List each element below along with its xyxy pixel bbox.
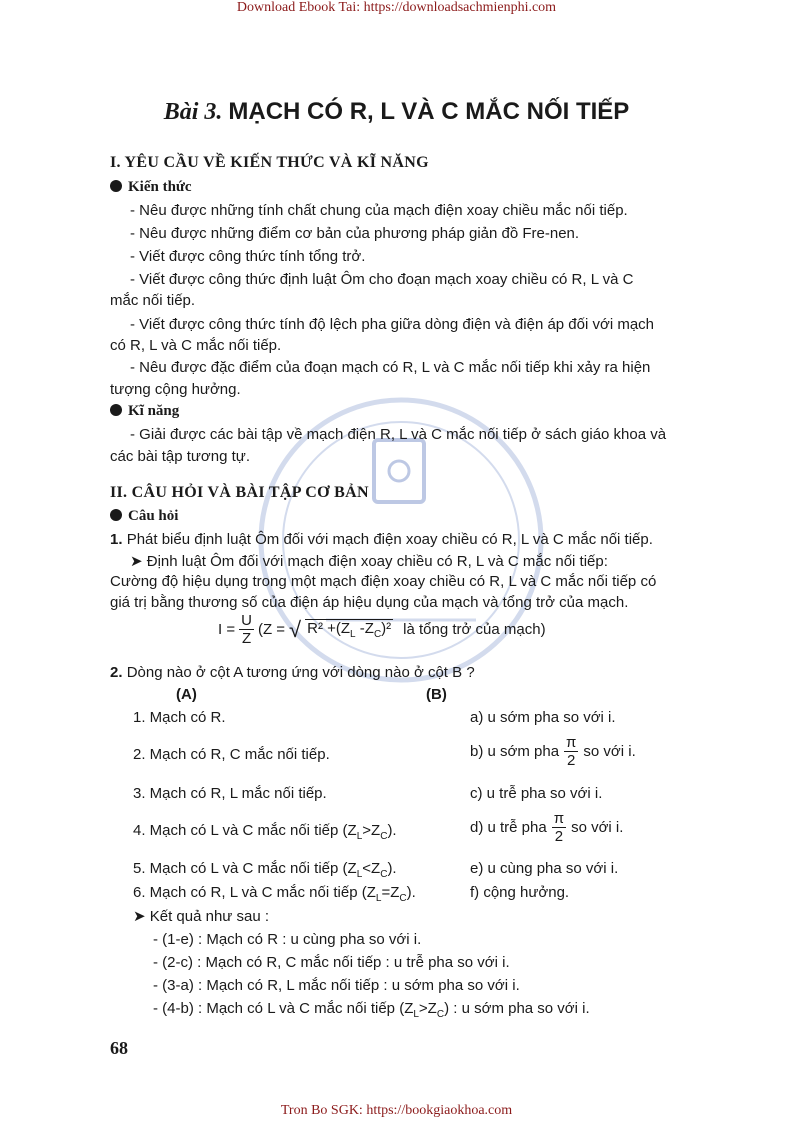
section-1-heading: I. YÊU CẦU VỀ KIẾN THỨC VÀ KĨ NĂNG — [110, 154, 429, 171]
result-line: - (1-e) : Mạch có R : u cùng pha so với i. — [153, 931, 422, 948]
column-b-item: f) cộng hưởng. — [470, 884, 570, 901]
result-text: ) : u sớm pha so với i. — [444, 1000, 590, 1017]
knowledge-line: - Nêu được đặc điểm của đoạn mạch có R, L và C mắc nối tiếp khi xảy ra hiện — [130, 359, 651, 376]
results-heading-text: Kết quả như sau : — [149, 908, 270, 925]
sub-l: L — [356, 831, 363, 842]
sub-c: C — [373, 629, 382, 640]
knowledge-line: - Viết được công thức định luật Ôm cho đoạn mạch xoay chiều có R, L và C — [130, 271, 634, 288]
a-text: 6. Mạch có R, L và C mắc nối tiếp (Z — [133, 884, 376, 901]
arrow-bullet-icon: ➤ — [130, 553, 147, 570]
column-a-item — [133, 822, 397, 842]
results-heading — [133, 907, 269, 925]
questions-heading-text: Câu hỏi — [128, 508, 179, 524]
fraction-numerator: U — [241, 612, 252, 629]
knowledge-heading — [110, 179, 192, 196]
question-2-number: 2. — [110, 664, 123, 681]
skills-line: các bài tập tương tự. — [110, 448, 250, 465]
column-b-item: e) u cùng pha so với i. — [470, 860, 619, 877]
skills-line: - Giải được các bài tập về mạch điện R, L và C mắc nối tiếp ở sách giáo khoa và — [130, 426, 667, 443]
b-text: d) u trễ pha — [470, 819, 547, 836]
fraction-numerator: π — [553, 810, 565, 827]
sub-l: L — [350, 629, 356, 640]
column-a-item — [133, 884, 416, 904]
sub-c: C — [380, 831, 388, 842]
section-2-heading: II. CÂU HỎI VÀ BÀI TẬP CƠ BẢN — [110, 484, 369, 501]
formula-tail: là tổng trở của mạch) — [403, 621, 546, 638]
result-line — [153, 1000, 590, 1020]
bullet-icon — [110, 509, 122, 521]
b-text: so với i. — [571, 819, 624, 836]
sub-c: C — [399, 893, 407, 904]
a-text: >Z — [362, 822, 381, 839]
footer-sgk-note[interactable]: Tron Bo SGK: https://bookgiaokhoa.com — [280, 1103, 513, 1118]
knowledge-line: mắc nối tiếp. — [110, 292, 196, 309]
formula-radicand — [305, 619, 393, 640]
lesson-title-text: MẠCH CÓ R, L VÀ C MẮC NỐI TIẾP — [228, 98, 630, 125]
a-text: <Z — [362, 860, 381, 877]
pi-over-2-fraction — [552, 810, 566, 845]
column-a-heading: (A) — [176, 686, 197, 703]
answer-line: giá trị bằng thương số của điện áp hiệu dụng của mạch và tổng trở của mạch. — [110, 594, 629, 611]
lesson-title — [0, 98, 793, 126]
result-text: - (4-b) : Mạch có L và C mắc nối tiếp (Z — [153, 1000, 414, 1017]
knowledge-heading-text: Kiến thức — [128, 179, 192, 195]
fraction-numerator: π — [566, 734, 577, 751]
sqrt-icon: √ — [289, 616, 302, 642]
fraction-denominator: Z — [241, 630, 252, 647]
sub-c: C — [436, 1009, 445, 1020]
pi-over-2-fraction — [564, 734, 578, 769]
ohm-formula — [218, 612, 546, 647]
knowledge-line: - Nêu được những điểm cơ bản của phương pháp giản đồ Fre-nen. — [130, 225, 580, 242]
bullet-icon — [110, 404, 122, 416]
knowledge-line: - Viết được công thức tính độ lệch pha giữa dòng điện và điện áp đối với mạch — [130, 316, 655, 333]
a-text: 4. Mạch có L và C mắc nối tiếp (Z — [133, 822, 357, 839]
formula-lhs: I = — [218, 621, 236, 638]
sub-l: L — [375, 893, 382, 904]
knowledge-line: - Nêu được những tính chất chung của mạch điện xoay chiều mắc nối tiếp. — [130, 202, 628, 219]
fraction-denominator: 2 — [567, 752, 576, 769]
header-download-note[interactable]: Download Ebook Tai: https://downloadsachmienphi.com — [236, 0, 557, 15]
b-text: b) u sớm pha — [470, 743, 560, 760]
skills-heading-text: Kĩ năng — [128, 403, 180, 419]
questions-heading — [110, 508, 178, 525]
knowledge-line: - Viết được công thức tính tổng trở. — [130, 248, 366, 265]
column-b-heading: (B) — [426, 686, 447, 703]
page-number: 68 — [110, 1038, 128, 1058]
sub-c: C — [380, 869, 388, 880]
column-b-item: c) u trễ pha so với i. — [470, 785, 603, 802]
column-a-item — [133, 860, 397, 880]
answer-line: Định luật Ôm đối với mạch điện xoay chiều có R, L và C mắc nối tiếp: — [146, 553, 608, 570]
column-a-item: 3. Mạch có R, L mắc nối tiếp. — [133, 785, 327, 802]
question-1-number: 1. — [110, 531, 123, 548]
radicand-text: R² +(Z — [307, 620, 351, 637]
question-2-text: Dòng nào ở cột A tương ứng với dòng nào ở cột B ? — [126, 664, 475, 681]
radicand-minus: -Z — [355, 620, 374, 637]
column-b-item — [470, 734, 636, 769]
question-1 — [110, 531, 653, 548]
question-1-answer — [130, 552, 608, 570]
result-text: >Z — [418, 1000, 437, 1017]
a-text: =Z — [381, 884, 400, 901]
column-a-item: 1. Mạch có R. — [133, 709, 226, 726]
question-2 — [110, 664, 475, 681]
arrow-bullet-icon: ➤ — [133, 908, 150, 925]
sub-l: L — [356, 869, 363, 880]
knowledge-line: có R, L và C mắc nối tiếp. — [110, 337, 282, 354]
radicand-close: )² — [381, 620, 392, 637]
a-text: ). — [406, 884, 416, 901]
formula-z-open: (Z = — [257, 621, 286, 638]
lesson-number: Bài 3. — [163, 99, 223, 125]
answer-line: Cường độ hiệu dụng trong một mạch điện xoay chiều có R, L và C mắc nối tiếp có — [110, 573, 657, 590]
result-line: - (2-c) : Mạch có R, C mắc nối tiếp : u trễ pha so với i. — [153, 954, 510, 971]
a-text: ). — [387, 822, 397, 839]
a-text: ). — [387, 860, 397, 877]
knowledge-line: tượng cộng hưởng. — [110, 381, 241, 398]
column-b-item: a) u sớm pha so với i. — [470, 709, 616, 726]
column-b-item — [470, 810, 623, 845]
sub-l: L — [413, 1009, 419, 1020]
fraction-denominator: 2 — [554, 828, 564, 845]
column-a-item: 2. Mạch có R, C mắc nối tiếp. — [133, 746, 330, 763]
a-text: 5. Mạch có L và C mắc nối tiếp (Z — [133, 860, 357, 877]
skills-heading — [110, 403, 179, 420]
question-1-text: Phát biểu định luật Ôm đối với mạch điện xoay chiều có R, L và C mắc nối tiếp. — [126, 531, 653, 548]
formula-fraction — [239, 612, 254, 647]
bullet-icon — [110, 180, 122, 192]
result-line: - (3-a) : Mạch có R, L mắc nối tiếp : u sớm pha so với i. — [153, 977, 520, 994]
b-text: so với i. — [583, 743, 636, 760]
